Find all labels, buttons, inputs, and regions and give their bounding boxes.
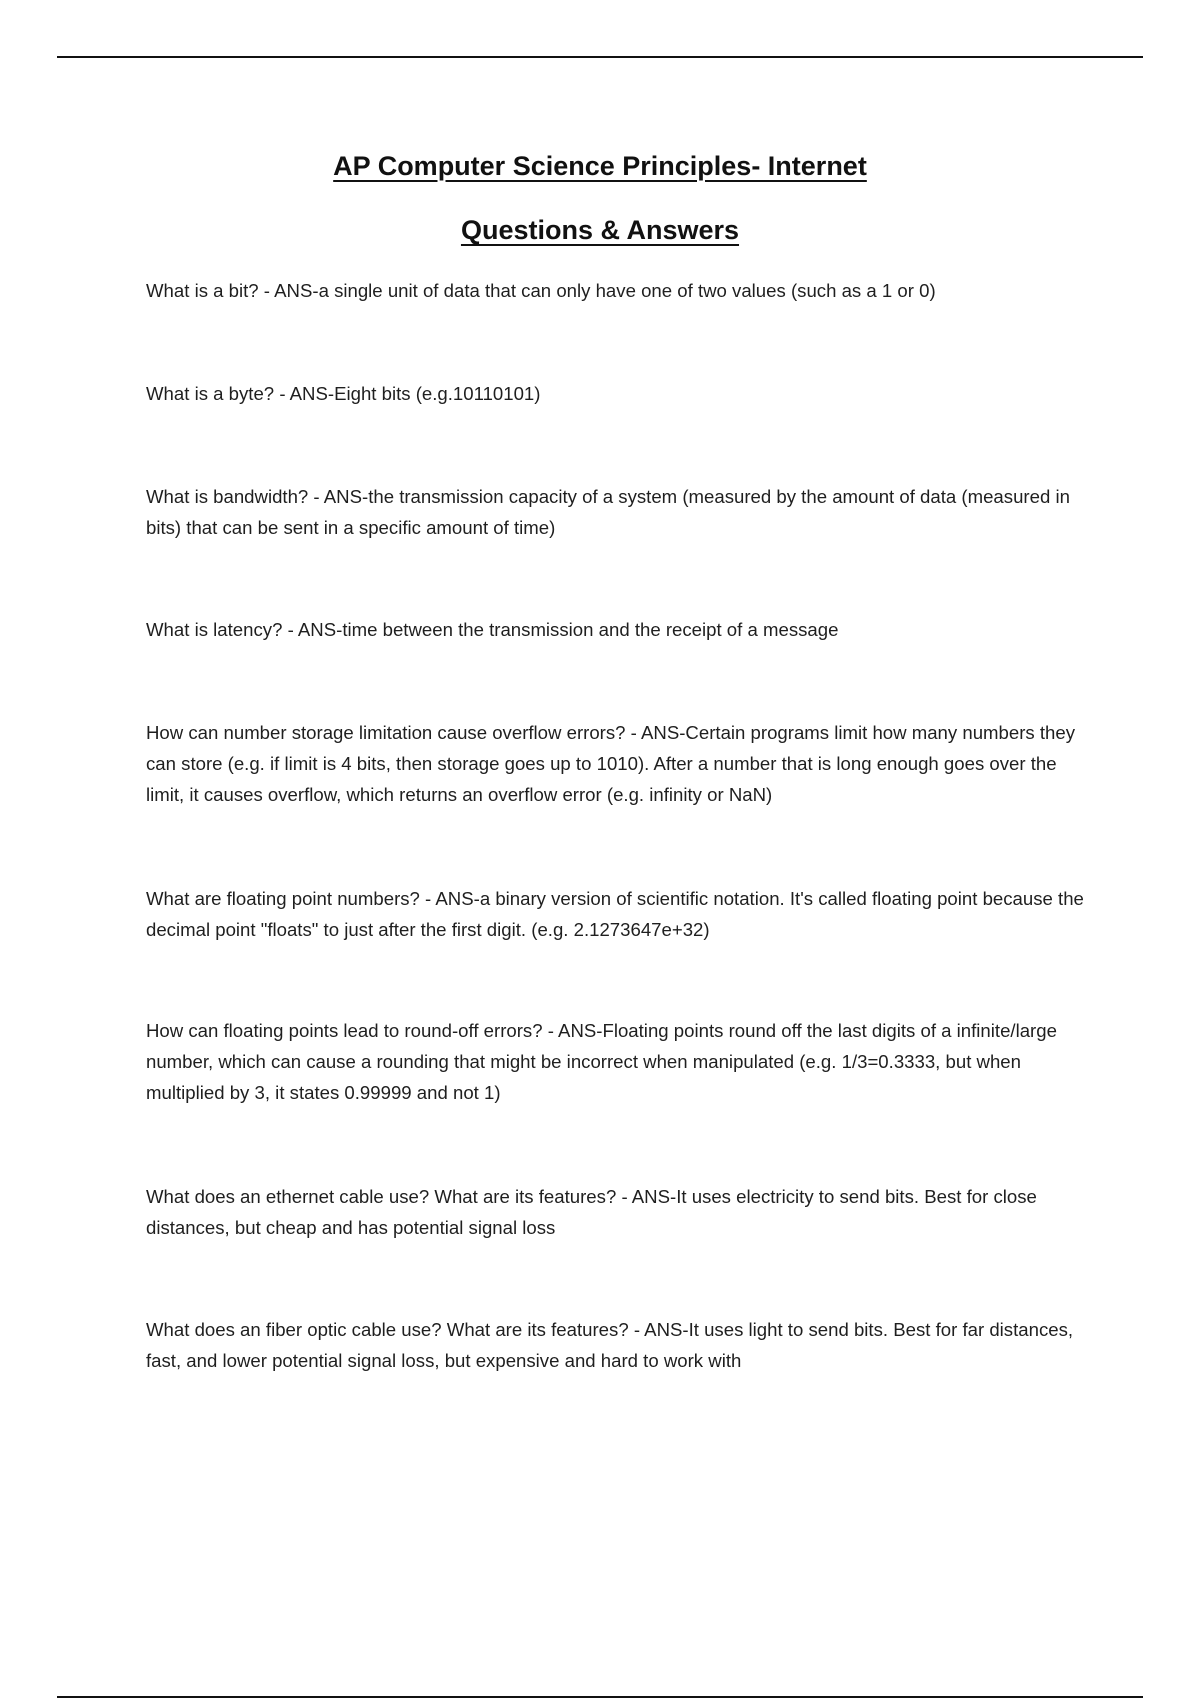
qa-item: What does an fiber optic cable use? What are its features? - ANS-It uses light to send bits. Best for far distances, fast, and lower potential signal loss, but expensive and hard to work with: [146, 1319, 1074, 1371]
header-rule: [57, 56, 1143, 58]
qa-item: How can floating points lead to round-off errors? - ANS-Floating points round off the last digits of a infinite/large number, which can cause a rounding that might be incorrect when manipulated (e.g. 1/3=0.3333, but when multiplied by 3, it states 0.99999 and not 1): [146, 1020, 1057, 1103]
qa-item: What does an ethernet cable use? What are its features? - ANS-It uses electricity to send bits. Best for close distances, but cheap and has potential signal loss: [146, 1186, 1037, 1238]
document-subtitle: Questions & Answers: [460, 215, 740, 245]
footer-rule: [57, 1696, 1143, 1698]
qa-item: What is bandwidth? - ANS-the transmission capacity of a system (measured by the amount of data (measured in bits) that can be sent in a specific amount of time): [146, 486, 1070, 538]
qa-item: What is a byte? - ANS-Eight bits (e.g.10110101): [146, 383, 541, 404]
qa-item: What is a bit? - ANS-a single unit of data that can only have one of two values (such as a 1 or 0): [146, 280, 936, 301]
qa-item: What is latency? - ANS-time between the transmission and the receipt of a message: [146, 619, 839, 640]
document-title: AP Computer Science Principles- Internet: [333, 151, 867, 181]
qa-item: How can number storage limitation cause overflow errors? - ANS-Certain programs limit how many numbers they can store (e.g. if limit is 4 bits, then storage goes up to 1010). After a number that is long enough goes over the limit, it causes overflow, which returns an overflow error (e.g. infinity or NaN): [146, 722, 1076, 805]
qa-item: What are floating point numbers? - ANS-a binary version of scientific notation. It's called floating point because the decimal point "floats" to just after the first digit. (e.g. 2.1273647e+32): [146, 888, 1084, 940]
